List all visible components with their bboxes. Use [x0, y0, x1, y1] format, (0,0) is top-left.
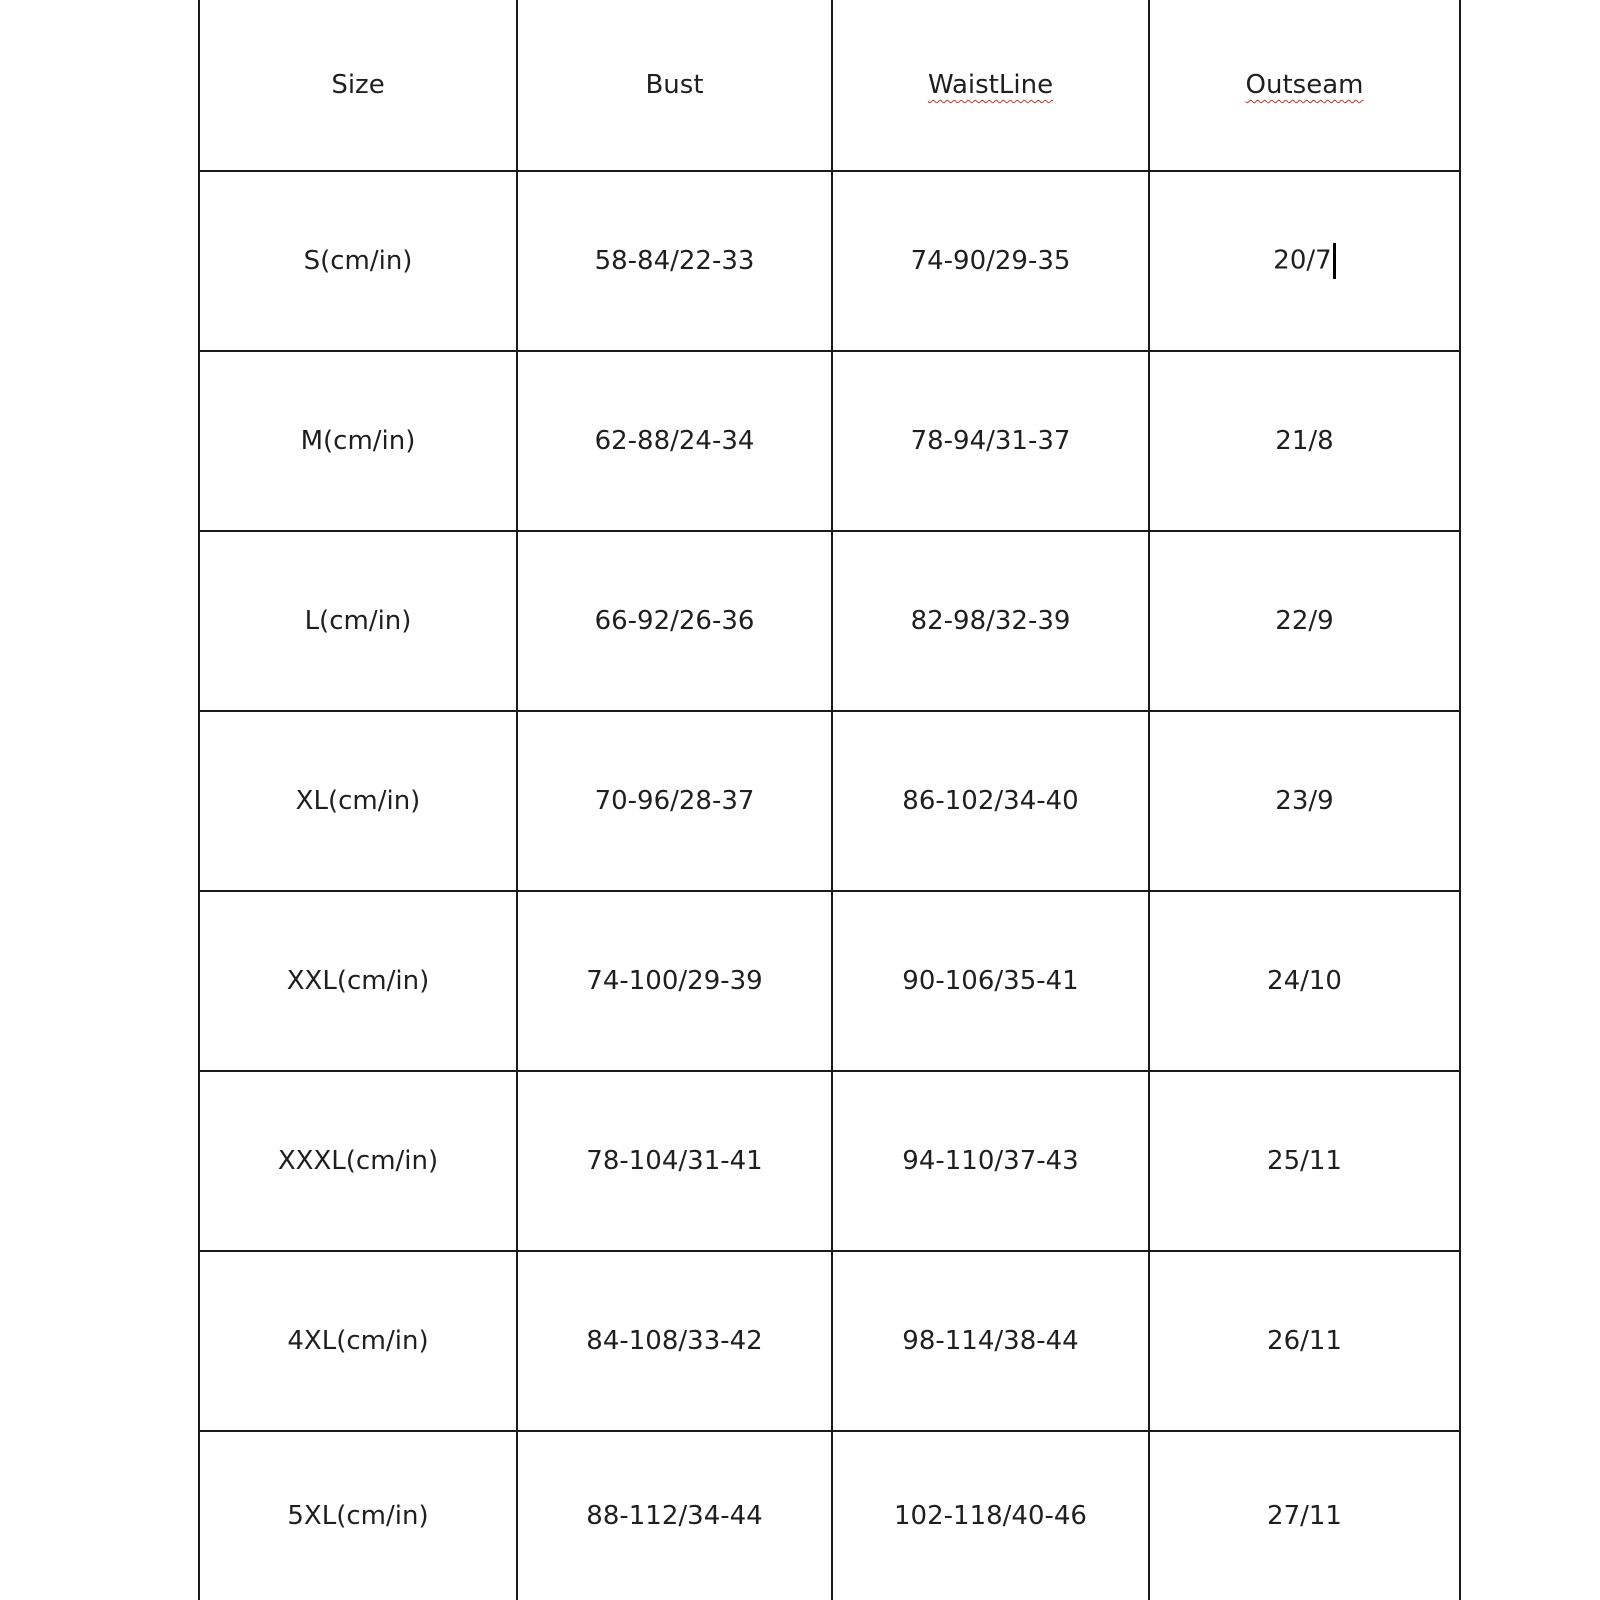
- size-table: [200, 0, 1459, 1600]
- cell-text: 26/11: [1267, 1326, 1342, 1356]
- cell-text: 98-114/38-44: [902, 1326, 1079, 1356]
- table-row: [200, 1431, 1459, 1600]
- table-cell[interactable]: [517, 1071, 832, 1251]
- cell-text: 23/9: [1275, 786, 1334, 816]
- size-chart: [198, 0, 1461, 1600]
- cell-text: M(cm/in): [300, 426, 416, 456]
- cell-text: 70-96/28-37: [594, 786, 755, 816]
- cell-text: 102-118/40-46: [894, 1501, 1087, 1531]
- table-cell[interactable]: [200, 351, 517, 531]
- table-cell[interactable]: [517, 1251, 832, 1431]
- cell-text: 5XL(cm/in): [287, 1501, 429, 1531]
- table-cell[interactable]: [1149, 171, 1459, 351]
- cell-text: 78-104/31-41: [586, 1146, 763, 1176]
- cell-text: 22/9: [1275, 606, 1334, 636]
- cell-text: 4XL(cm/in): [287, 1326, 429, 1356]
- table-cell[interactable]: [832, 351, 1149, 531]
- header-label: Size: [331, 70, 385, 100]
- cell-text: 78-94/31-37: [910, 426, 1071, 456]
- table-cell[interactable]: [1149, 1071, 1459, 1251]
- table-cell[interactable]: [517, 711, 832, 891]
- header-bust[interactable]: [517, 0, 832, 171]
- table-cell[interactable]: [200, 1251, 517, 1431]
- cell-text: S(cm/in): [303, 246, 413, 276]
- cell-text: 94-110/37-43: [902, 1146, 1079, 1176]
- table-cell[interactable]: [200, 171, 517, 351]
- cell-text: XXL(cm/in): [286, 966, 430, 996]
- header-label: Outseam: [1245, 70, 1364, 100]
- header-waistline[interactable]: [832, 0, 1149, 171]
- table-cell[interactable]: [832, 531, 1149, 711]
- table-row: [200, 891, 1459, 1071]
- table-cell[interactable]: [832, 1431, 1149, 1600]
- cell-text: 20/7: [1273, 245, 1332, 276]
- cell-text: 25/11: [1267, 1146, 1342, 1176]
- table-cell[interactable]: [1149, 891, 1459, 1071]
- table-cell[interactable]: [517, 1431, 832, 1600]
- cell-text: 66-92/26-36: [594, 606, 755, 636]
- table-cell[interactable]: [1149, 1251, 1459, 1431]
- table-cell[interactable]: [832, 171, 1149, 351]
- table-header-row: [200, 0, 1459, 171]
- table-row: [200, 171, 1459, 351]
- table-row: [200, 1251, 1459, 1431]
- table-cell[interactable]: [832, 1251, 1149, 1431]
- cell-text: 90-106/35-41: [902, 966, 1079, 996]
- cell-text: XL(cm/in): [295, 786, 421, 816]
- cell-text: 82-98/32-39: [910, 606, 1071, 636]
- cell-text: L(cm/in): [304, 606, 412, 636]
- cell-text: 27/11: [1267, 1501, 1342, 1531]
- table-cell[interactable]: [517, 351, 832, 531]
- cell-text: XXXL(cm/in): [277, 1146, 439, 1176]
- cell-text: 24/10: [1267, 966, 1342, 996]
- table-cell[interactable]: [517, 891, 832, 1071]
- table-cell[interactable]: [832, 711, 1149, 891]
- table-cell[interactable]: [832, 1071, 1149, 1251]
- cell-text: 88-112/34-44: [586, 1501, 763, 1531]
- table-cell[interactable]: [1149, 711, 1459, 891]
- cell-text: 58-84/22-33: [594, 246, 755, 276]
- header-size[interactable]: [200, 0, 517, 171]
- header-outseam[interactable]: [1149, 0, 1459, 171]
- table-row: [200, 351, 1459, 531]
- table-row: [200, 531, 1459, 711]
- table-cell[interactable]: [517, 531, 832, 711]
- table-cell[interactable]: [200, 711, 517, 891]
- table-row: [200, 711, 1459, 891]
- header-label: Bust: [645, 70, 704, 100]
- text-cursor: [1333, 243, 1336, 279]
- table-cell[interactable]: [200, 1071, 517, 1251]
- table-cell[interactable]: [200, 531, 517, 711]
- table-cell[interactable]: [517, 171, 832, 351]
- table-cell[interactable]: [1149, 351, 1459, 531]
- cell-text: 74-90/29-35: [910, 246, 1071, 276]
- cell-text: 74-100/29-39: [586, 966, 763, 996]
- cell-text: 21/8: [1275, 426, 1334, 456]
- table-cell[interactable]: [1149, 531, 1459, 711]
- table-cell[interactable]: [200, 891, 517, 1071]
- table-row: [200, 1071, 1459, 1251]
- table-cell[interactable]: [832, 891, 1149, 1071]
- table-cell[interactable]: [200, 1431, 517, 1600]
- cell-text: 84-108/33-42: [586, 1326, 763, 1356]
- cell-text: 86-102/34-40: [902, 786, 1079, 816]
- table-cell[interactable]: [1149, 1431, 1459, 1600]
- cell-text: 62-88/24-34: [594, 426, 755, 456]
- header-label: WaistLine: [927, 70, 1054, 100]
